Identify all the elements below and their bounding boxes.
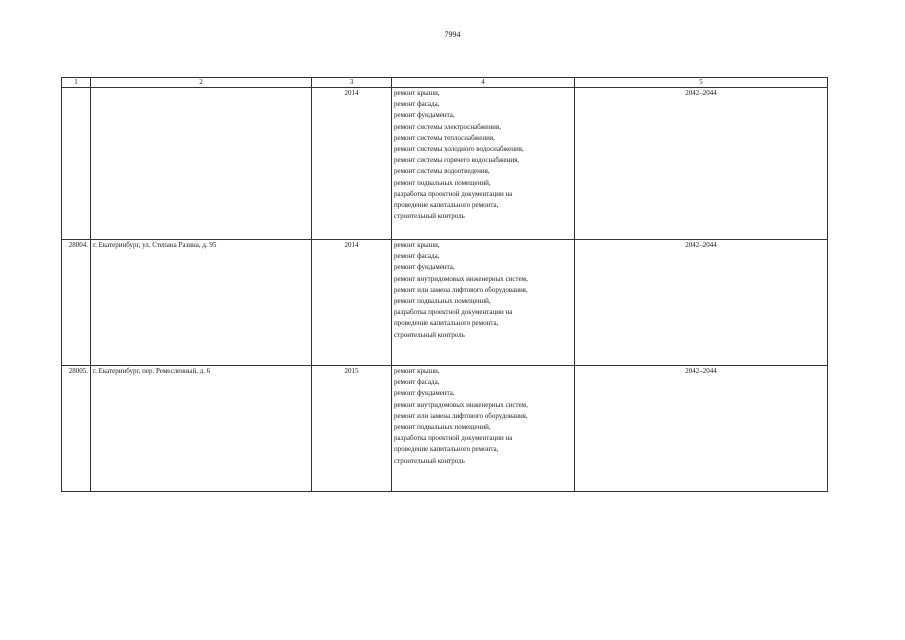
work-item: ремонт подвальных помещений, [394,178,491,187]
work-item: ремонт системы холодного водоснабжения, [394,145,524,154]
work-item: разработка проектной документации на [394,308,513,317]
work-item: ремонт подвальных помещений, [394,297,491,306]
table-row [62,240,828,366]
row-period: 2042–2044 [575,88,828,240]
row-number [62,88,91,240]
work-item: строительный контроль [394,212,465,221]
row-year: 2015 [312,366,392,492]
work-item: ремонт системы горячего водоснабжения, [394,156,520,165]
row-year: 2014 [312,240,392,366]
row-address: г. Екатеринбург, ул. Степана Разина, д. 95 [91,240,312,366]
row-period: 2042–2044 [575,240,828,366]
work-item: проведение капитального ремонта, [394,201,499,210]
row-number: 28004. [62,240,91,366]
header-row [62,78,828,88]
header-col-1: 1 [62,78,91,88]
row-year: 2014 [312,88,392,240]
work-item: ремонт фундамента, [394,111,455,120]
work-item: строительный контроль [394,330,465,339]
row-address [91,88,312,240]
header-col-5: 5 [575,78,828,88]
row-period: 2042–2044 [575,366,828,492]
work-item: проведение капитального ремонта, [394,319,499,328]
header-col-2: 2 [91,78,312,88]
table-row [62,88,828,240]
work-item: ремонт фасада, [394,252,440,261]
work-item: ремонт фасада, [394,100,440,109]
row-works [392,366,575,492]
work-item: ремонт фундамента, [394,263,455,272]
work-item: ремонт системы водоотведения, [394,167,490,176]
work-item: ремонт системы теплоснабжения, [394,133,495,142]
page-number: 7994 [444,30,461,39]
row-number: 28005. [62,366,91,492]
work-item: ремонт фасада, [394,378,440,387]
repair-schedule-table [61,77,828,492]
work-item: ремонт крыши, [394,367,440,375]
header-col-4: 4 [392,78,575,88]
row-address: г. Екатеринбург, пер. Ремесленный, д. 6 [91,366,312,492]
work-item: ремонт фундамента, [394,389,455,398]
work-item: ремонт или замена лифтового оборудования, [394,411,528,420]
work-item: разработка проектной документации на [394,189,513,198]
work-item: ремонт крыши, [394,241,440,249]
row-works [392,88,575,240]
work-item: ремонт системы электроснабжения, [394,122,501,131]
table-row [62,366,828,492]
work-item: разработка проектной документации на [394,434,513,443]
work-item: ремонт подвальных помещений, [394,423,491,432]
work-item: строительный контроль [394,456,465,465]
work-item: проведение капитального ремонта, [394,445,499,454]
work-item: ремонт крыши, [394,89,440,97]
row-works [392,240,575,366]
work-item: ремонт или замена лифтового оборудования, [394,285,528,294]
header-col-3: 3 [312,78,392,88]
work-item: ремонт внутридомовых инженерных систем, [394,400,528,409]
work-item: ремонт внутридомовых инженерных систем, [394,274,528,283]
